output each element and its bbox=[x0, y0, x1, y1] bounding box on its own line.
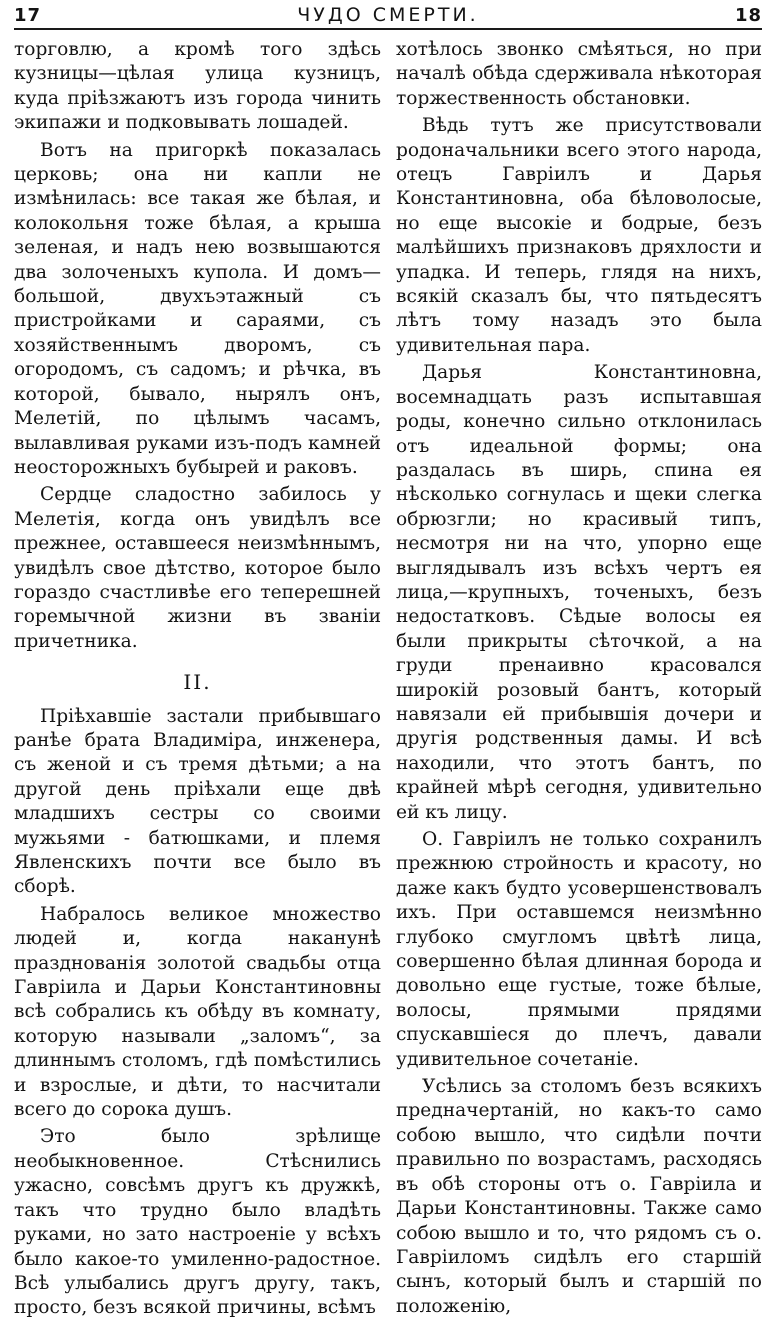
left-text-column bbox=[14, 38, 381, 1319]
paragraph-continued: торговлю, а кромѣ того здѣсь кузницы—цѣлая улица кузницъ, куда пріѣзжаютъ изъ города чинить экипажи и подковывать лошадей. bbox=[14, 39, 381, 134]
right-text-column bbox=[396, 38, 762, 1317]
right-page-number: 18 bbox=[734, 4, 762, 26]
paragraph: Пріѣхавшіе застали прибывшаго ранѣе брата Владиміра, инженера, съ женой и съ тремя дѣтьми; а на другой день пріѣхали еще двѣ младшихъ сестры со своими мужьями - батюшками, и племя Явленскихъ почти все было въ сборѣ. bbox=[14, 705, 381, 898]
running-title: ЧУДО СМЕРТИ. bbox=[297, 4, 479, 26]
running-header bbox=[14, 2, 762, 30]
left-page-number: 17 bbox=[14, 4, 42, 26]
paragraph: Вотъ на пригоркѣ показалась церковь; она ни капли не измѣнилась: все такая же бѣлая, и колокольня тоже бѣлая, а крыша зеленая, и надъ нею возвышаются два золоченыхъ купола. И домъ—большой, двухъэтажный съ пристройками и сараями, съ хозяйственнымъ дворомъ, съ огородомъ, съ садомъ; и рѣчка, въ которой, бывало, нырялъ онъ, Мелетій, по цѣлымъ часамъ, вылавливая руками изъ-подъ камней неосторожныхъ бубырей и раковъ. bbox=[14, 139, 381, 478]
paragraph: Сердце сладостно забилось у Мелетія, когда онъ увидѣлъ все прежнее, оставшееся неизмѣннымъ, увидѣлъ свое дѣтство, которое было гораздо счастливѣе его теперешней горемычной жизни въ званіи причетника. bbox=[14, 484, 381, 652]
paragraph: Набралось великое множество людей и, когда наканунѣ празднованія золотой свадьбы отца Гавріила и Дарьи Константиновны всѣ собрались къ обѣду въ комнату, которую называли „заломъ“, за длиннымъ столомъ, гдѣ помѣстились и взрослые, и дѣти, то насчитали всего до сорока душъ. bbox=[14, 903, 381, 1121]
paragraph: Усѣлись за столомъ безъ всякихъ предначертаній, но какъ-то само собою вышло, что сидѣли почти правильно по возрастамъ, расходясь въ обѣ стороны отъ о. Гавріила и Дарьи Константиновны. Также само собою вышло и то, что рядомъ съ о. Гавріиломъ сидѣлъ его старшій сынъ, который былъ и старшій по положенію, bbox=[396, 1076, 762, 1317]
paragraph: Дарья Константиновна, восемнадцать разъ испытавшая роды, конечно сильно отклонилась отъ идеальной формы; она раздалась въ ширь, спина ея нѣсколько согнулась и щеки слегка обрюзгли; но красивый типъ, несмотря ни на что, упорно еще выглядывалъ изъ всѣхъ чертъ ея лица,—крупныхъ, точеныхъ, безъ недостатковъ. Сѣдые волосы ея были прикрыты сѣточкой, а на груди пренаивно красовался широкій розовый бантъ, который навязали ей прибывшія дочери и другія родственныя дамы. И всѣ находили, что этотъ бантъ, по крайней мѣрѣ сегодня, удивительно ей къ лицу. bbox=[396, 362, 762, 823]
chapter-heading: II. bbox=[183, 670, 212, 695]
paragraph-continued: хотѣлось звонко смѣяться, но при началѣ обѣда сдерживала нѣкоторая торжественность обстановки. bbox=[396, 39, 762, 109]
paragraph: О. Гавріилъ не только сохранилъ прежнюю стройность и красоту, но даже какъ будто усовершенствовалъ ихъ. При оставшемся неизмѣнно глубоко смугломъ цвѣтѣ лица, совершенно бѣлая длинная борода и довольно еще густые, тоже бѣлые, волосы, прямыми прядями спускавшіеся до плечъ, давали удивительное сочетаніе. bbox=[396, 829, 762, 1070]
paragraph: Вѣдь тутъ же присутствовали родоначальники всего этого народа, отецъ Гавріилъ и Дарья Константиновна, оба бѣловолосые, но еще высокіе и бодрые, безъ малѣйшихъ признаковъ дряхлости и упадка. И теперь, глядя на нихъ, всякій сказалъ бы, что пятьдесятъ лѣтъ тому назадъ это была удивительная пара. bbox=[396, 115, 762, 356]
paragraph: Это было зрѣлище необыкновенное. Стѣснились ужасно, совсѣмъ другъ къ дружкѣ, такъ что трудно было владѣть руками, но зато настроеніе у всѣхъ было какое-то умиленно-радостное. Всѣ улыбались другъ другу, такъ, просто, безъ всякой причины, всѣмъ bbox=[14, 1126, 381, 1319]
